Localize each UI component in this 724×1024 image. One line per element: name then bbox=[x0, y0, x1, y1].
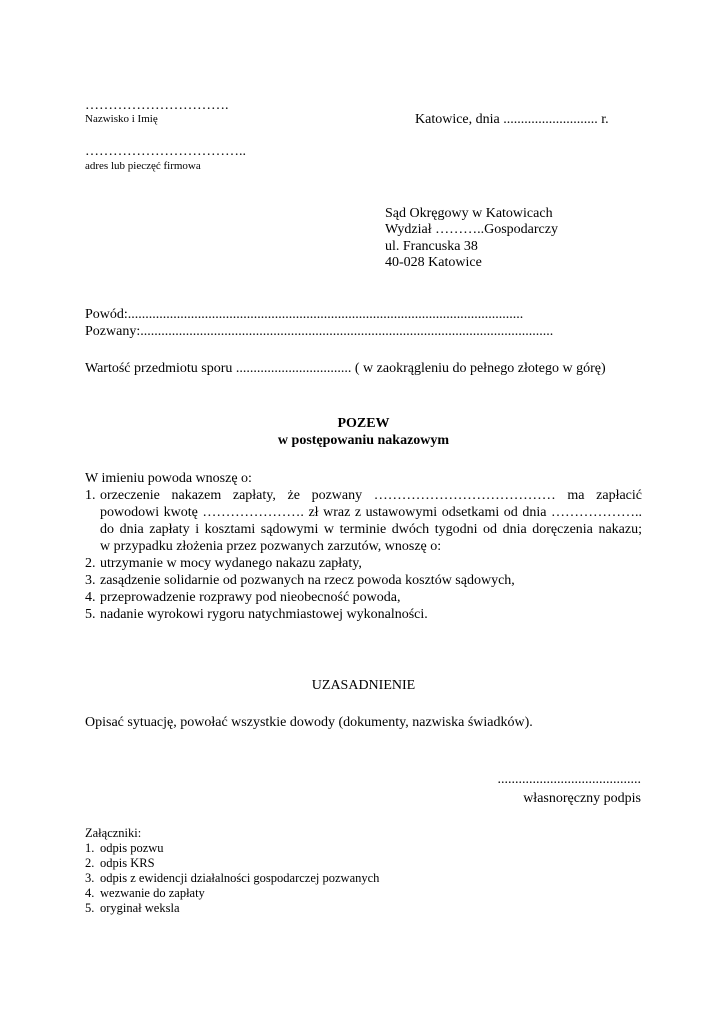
request-number: 1. bbox=[85, 488, 96, 503]
request-text: w przypadku złożenia przez pozwanych zarzutów, wnoszę o: bbox=[100, 539, 442, 554]
court-department: Wydział ………..Gospodarczy bbox=[385, 222, 558, 237]
attachment-item bbox=[85, 901, 642, 916]
request-text: przeprowadzenie rozprawy pod nieobecność powoda, bbox=[100, 590, 401, 605]
signature-label: własnoręczny podpis bbox=[523, 791, 641, 806]
attachment-item bbox=[85, 871, 642, 886]
request-item bbox=[85, 555, 642, 572]
request-number: 3. bbox=[85, 573, 96, 588]
sender-address-dots: …………………………….. bbox=[85, 144, 246, 159]
request-item bbox=[85, 606, 642, 623]
sender-name-label: Nazwisko i Imię bbox=[85, 113, 158, 125]
request-text: nadanie wyrokowi rygoru natychmiastowej wykonalności. bbox=[100, 607, 428, 622]
justification-heading: UZASADNIENIE bbox=[311, 678, 416, 693]
attachment-item bbox=[85, 841, 642, 856]
attachment-number: 4. bbox=[85, 886, 95, 900]
attachment-number: 2. bbox=[85, 856, 95, 870]
signature-dots: ......................................... bbox=[497, 772, 641, 787]
attachments-list bbox=[85, 841, 642, 916]
place-date: Katowice, dnia ........................... r. bbox=[415, 112, 609, 127]
request-number: 5. bbox=[85, 607, 96, 622]
attachment-item bbox=[85, 856, 642, 871]
attachment-text: odpis KRS bbox=[100, 856, 155, 870]
request-number: 2. bbox=[85, 556, 96, 571]
attachment-number: 5. bbox=[85, 901, 95, 915]
attachment-text: odpis pozwu bbox=[100, 841, 164, 855]
document-subtitle: w postępowaniu nakazowym bbox=[277, 433, 450, 448]
request-text: zasądzenie solidarnie od pozwanych na rzecz powoda kosztów sądowych, bbox=[100, 573, 515, 588]
attachment-item bbox=[85, 886, 642, 901]
request-text: orzeczenie nakazem zapłaty, że pozwany ………………………………… ma zapłacić bbox=[100, 488, 642, 503]
request-item bbox=[85, 487, 642, 555]
court-city: 40-028 Katowice bbox=[385, 255, 482, 270]
attachments-heading: Załączniki: bbox=[85, 826, 142, 840]
request-item bbox=[85, 572, 642, 589]
sender-address-label: adres lub pieczęć firmowa bbox=[85, 160, 201, 172]
sender-name-dots: …………………………. bbox=[85, 98, 229, 113]
court-name: Sąd Okręgowy w Katowicach bbox=[385, 206, 553, 221]
attachment-number: 3. bbox=[85, 871, 95, 885]
request-item bbox=[85, 589, 642, 606]
document-title: POZEW bbox=[337, 416, 390, 431]
defendant-line: Pozwany:...................................................................................................................... bbox=[85, 324, 554, 339]
request-text: do dnia zapłaty i kosztami sądowymi w terminie dwóch tygodni od dnia doręczenia nakazu; bbox=[100, 522, 642, 537]
request-number: 4. bbox=[85, 590, 96, 605]
dispute-value-line: Wartość przedmiotu sporu ................................. ( w zaokrągleniu do pełnego złotego w górę) bbox=[85, 361, 606, 376]
requests-intro: W imieniu powoda wnoszę o: bbox=[85, 471, 252, 486]
court-street: ul. Francuska 38 bbox=[385, 239, 478, 254]
request-text: utrzymanie w mocy wydanego nakazu zapłaty, bbox=[100, 556, 362, 571]
attachment-text: odpis z ewidencji działalności gospodarczej pozwanych bbox=[100, 871, 380, 885]
attachment-number: 1. bbox=[85, 841, 95, 855]
attachment-text: wezwanie do zapłaty bbox=[100, 886, 205, 900]
justification-text: Opisać sytuację, powołać wszystkie dowody (dokumenty, nazwiska świadków). bbox=[85, 715, 533, 730]
attachment-text: oryginał weksla bbox=[100, 901, 180, 915]
request-text: powodowi kwotę …………………. zł wraz z ustawowymi odsetkami od dnia ……………….. bbox=[100, 505, 642, 520]
requests-list bbox=[85, 487, 642, 623]
plaintiff-line: Powód:................................................................................................................. bbox=[85, 307, 524, 322]
